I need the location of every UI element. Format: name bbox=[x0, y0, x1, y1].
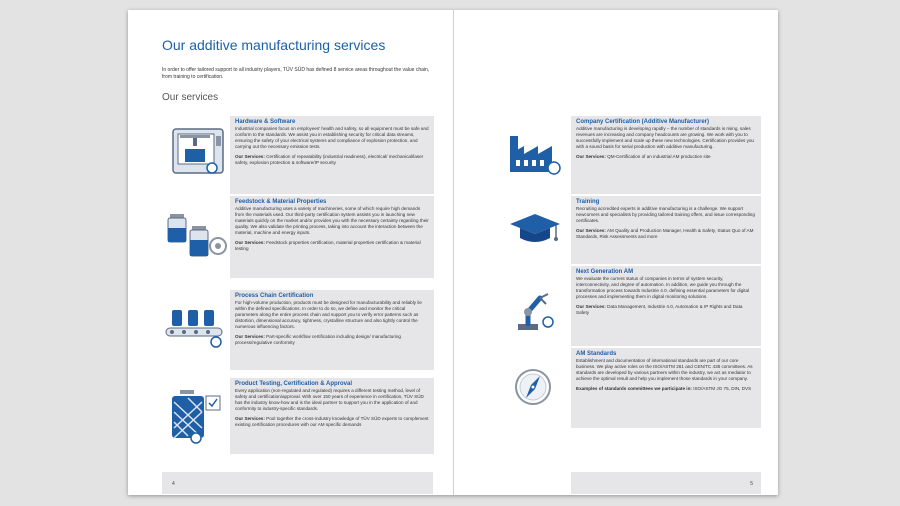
card-body: Additive manufacturing is developing rapidly – the number of standards is rising, sales revenues are increasing and company headcounts are growing. We work with you to successfully implement and scale up these new technologies. Certification provides you with a sound basis for serial production with additive manufacturing. bbox=[576, 126, 754, 149]
service-card-training bbox=[571, 196, 761, 264]
card-body: Industrial companies focus on employees' health and safety, so all equipment must be safe and conform to the standards. We assist you in establishing security for critical data streams, ensuring the safety of your electrical systems and compliance of explosion protection, and carrying out the necessary emission tests. bbox=[235, 126, 429, 149]
page-number-right: 5 bbox=[750, 481, 753, 487]
card-title: Hardware & Software bbox=[235, 119, 296, 125]
card-title: Company Certification (Additive Manufacturer) bbox=[576, 119, 710, 125]
robot-arm-icon bbox=[512, 286, 558, 332]
service-card-next-generation-am bbox=[571, 266, 761, 346]
intro-text: In order to offer tailored support to all industry players, TÜV SÜD has defined 8 service areas throughout the value chain, from training to certification. bbox=[162, 67, 430, 80]
card-title: Process Chain Certification bbox=[235, 293, 314, 299]
service-card-hardware-software bbox=[230, 116, 434, 194]
card-title: Next Generation AM bbox=[576, 269, 634, 275]
card-title: Feedstock & Material Properties bbox=[235, 199, 327, 205]
compass-icon bbox=[514, 368, 552, 406]
card-services: Our Services: Pool together the cross-industry knowledge of TÜV SÜD experts to complement existing certification procedures with our AM specific demands bbox=[235, 416, 429, 427]
footer-bar-left bbox=[162, 472, 433, 494]
service-card-company-certification bbox=[571, 116, 761, 194]
service-card-feedstock bbox=[230, 196, 434, 278]
material-jars-icon bbox=[166, 210, 228, 260]
card-body: Establishment and documentation of international standards are part of our core business. We play active roles on the ISO/ASTM 261 and CEN/TC 438 committees. As standards are developed by various partners within the industry, we act as mediator to achieve the optimal result and help you implement those standards in your company. bbox=[576, 358, 753, 381]
services-subhead: Our services bbox=[162, 92, 219, 103]
card-services: Our Services: Part-specific workflow certification including design/ manufacturing process/regulative conformity bbox=[235, 334, 401, 345]
service-card-am-standards bbox=[571, 348, 761, 428]
card-services: Examples of standards committees we participate in: ISO/ASTM JG 75, DIN, DVS bbox=[576, 386, 752, 391]
3d-printer-icon bbox=[172, 128, 224, 176]
card-services: Our Services: AM Quality and Production Manager, Health & Safety, Status Quo of AM Standards, Risk Assessments and more bbox=[576, 228, 754, 239]
page-gutter bbox=[453, 10, 454, 495]
page-title: Our additive manufacturing services bbox=[162, 37, 386, 53]
page-number-left: 4 bbox=[172, 481, 175, 487]
service-card-process-chain bbox=[230, 290, 434, 370]
factory-icon bbox=[508, 134, 562, 176]
card-title: AM Standards bbox=[576, 351, 617, 357]
conveyor-icon bbox=[164, 308, 228, 348]
card-body: We evaluate the current status of companies in terms of system security, interconnectivity, and degree of automation. In addition, we guide you through the transformation process towards Industrie 4.0, defining essential parameters for digital processes and implementing them in digital monitoring solutions. bbox=[576, 276, 750, 299]
footer-bar-right bbox=[571, 472, 761, 494]
card-title: Product Testing, Certification & Approval bbox=[235, 381, 353, 387]
card-services: Our Services: Feedstock properties certification, material properties certification & material testing bbox=[235, 240, 421, 251]
brochure-spread bbox=[128, 10, 778, 495]
card-title: Training bbox=[576, 199, 600, 205]
card-body: Additive manufacturing uses a variety of machineries, some of which require high demands from the materials used. Our third-party certification system assists you in launching new materials quickly on the market and/or provides you with the necessary certainty regarding their quality. We also validate the printing process, taking into account the interaction between the material, machine and energy inputs. bbox=[235, 206, 429, 235]
card-body: Recruiting accredited experts in additive manufacturing is a challenge. We support newcomers and specialists by providing tailored training offers, and issue corresponding certificates. bbox=[576, 206, 755, 223]
card-body: For high-volume production, products must be designed for manufacturability and reliably lie within the defined specifications. In order to do so, we define and monitor the critical parameters along the entire process chain and support you to verify error patterns such as distortion, dimensional accuracy, tightness, crystalline structure and also tightly control the numerous influencing factors. bbox=[235, 300, 422, 329]
card-services: Our Services: QM-Certification of an industrial AM production site bbox=[576, 154, 711, 159]
cylinder-part-icon bbox=[168, 388, 224, 444]
service-card-product-testing bbox=[230, 378, 434, 454]
graduation-cap-icon bbox=[508, 212, 562, 246]
card-body: Every application (non-regulated and regulated) requires a different testing method, level of safety and certification/approval. With over 150 years of experience in certification, TÜV SÜD has the industry know-how and is the ideal partner to support you in the application of and conformity to industry-specific standards. bbox=[235, 388, 424, 411]
card-services: Our Services: Certification of repeatability (industrial readiness), electrical/ mechanical/laser safety, explosion protection & software/IP security bbox=[235, 154, 424, 165]
card-services: Our Services: Data Management, Industrie 4.0, Automation & IP Rights and Data Safety bbox=[576, 304, 743, 315]
